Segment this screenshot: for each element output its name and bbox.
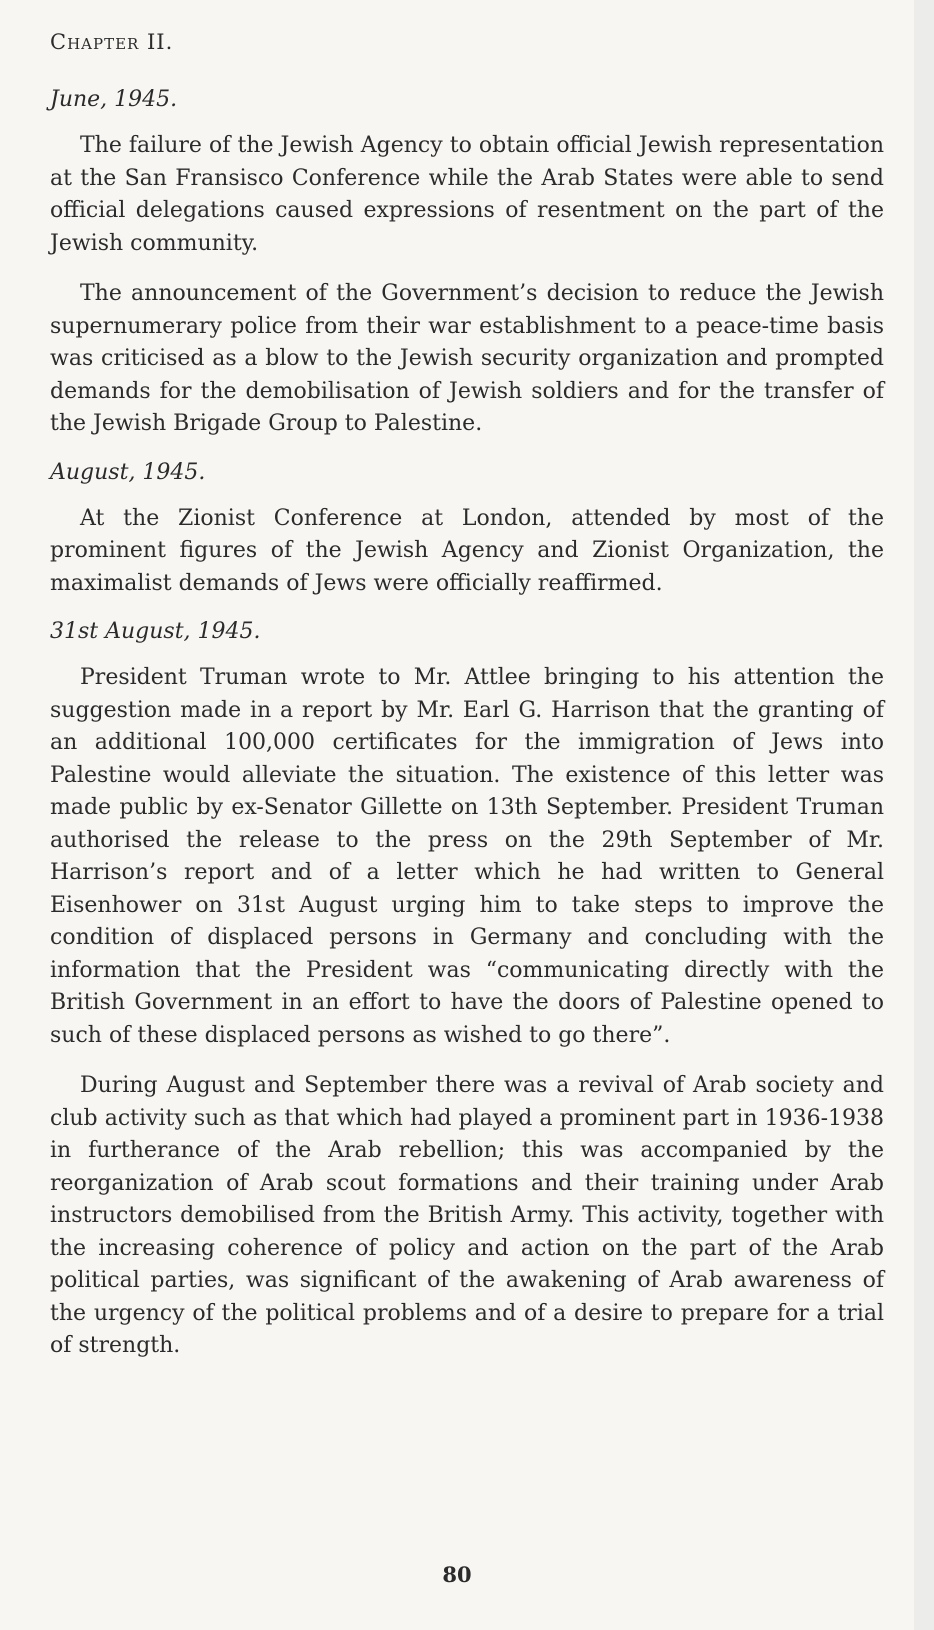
section-date: August, 1945. bbox=[50, 459, 206, 485]
paragraph: The failure of the Jewish Agency to obtain official Jewish representation at the San Fransisco Conference while the Arab States were able to send official delegations caused expressions of resentment on the part of the Jewish community. bbox=[50, 133, 884, 256]
page-number: 80 bbox=[442, 1562, 472, 1587]
chapter-heading: Chapter II. bbox=[50, 30, 174, 54]
section-date: 31st August, 1945. bbox=[50, 619, 261, 644]
paragraph: The announcement of the Government’s decision to reduce the Jewish supernumerary police from their war establishment to a peace-time basis was criticised as a blow to the Jewish security organization and prompted demands for the demobilisation of Jewish soldiers and for the transfer of the Jewish Brigade Group to Palestine. bbox=[50, 281, 884, 436]
section-date: June, 1945. bbox=[50, 87, 178, 112]
section-31st-august-1945 bbox=[50, 618, 884, 1363]
paragraph: At the Zionist Conference at London, attended by most of the prominent figures of the Jewish Agency and Zionist Organization, the maximalist demands of Jews were officially reaffirmed. bbox=[50, 505, 884, 596]
section-june-1945 bbox=[50, 86, 884, 441]
page-edge bbox=[914, 0, 934, 1630]
section-august-1945 bbox=[50, 459, 884, 601]
paragraph: President Truman wrote to Mr. Attlee bringing to his attention the suggestion made in a report by Mr. Earl G. Harrison that the granting of an additional 100,000 certificates for the immigration of Jews into Palestine would alleviate the situation. The existence of this letter was made public by ex-Senator Gillette on 13th September. President Truman authorised the release to the press on the 29th September of Mr. Harrison’s report and of a letter which he had written to General Eisenhower on 31st August urging him to take steps to improve the condition of displaced persons in Germany and concluding with the information that the President was “communicating directly with the British Government in an effort to have the doors of Palestine opened to such of these displaced persons as wished to go there”. bbox=[50, 665, 884, 1048]
paragraph: During August and September there was a revival of Arab society and club activity such as that which had played a prominent part in 1936-1938 in furtherance of the Arab rebellion; this was accompanied by the reorganization of Arab scout formations and their training under Arab instructors demobilised from the British Army. This activity, together with the increasing coherence of policy and action on the part of the Arab political parties, was significant of the awakening of Arab awareness of the urgency of the political problems and of a desire to prepare for a trial of strength. bbox=[50, 1073, 884, 1358]
